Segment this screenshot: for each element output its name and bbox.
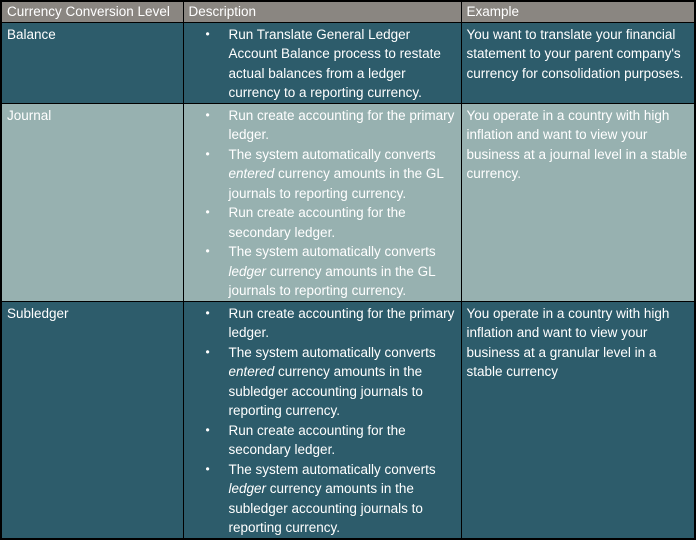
header-row xyxy=(1,1,695,22)
italic-text-segment: ledger xyxy=(228,263,267,279)
text-segment: The system automatically converts xyxy=(228,461,436,477)
example-cell: You operate in a country with high inflation and want to view your business at a journal level in a stable currency. xyxy=(461,103,695,301)
text-segment: currency amounts in the GL journals to reporting currency. xyxy=(228,166,444,201)
text-segment: currency amounts in the GL journals to reporting currency. xyxy=(228,263,436,298)
italic-text-segment: ledger xyxy=(228,481,267,496)
bullet-icon: • xyxy=(205,107,210,122)
text-segment: Run create accounting for the primary ledger. xyxy=(228,107,455,142)
header-description: Description xyxy=(183,1,461,22)
level-cell: Subledger xyxy=(1,301,183,539)
bullet-list xyxy=(184,25,457,103)
text-segment: Run create accounting for the secondary ledger. xyxy=(228,422,406,457)
italic-text-segment: entered xyxy=(228,364,275,379)
bullet-item xyxy=(184,203,457,242)
bullet-list xyxy=(184,304,457,538)
text-segment: Run create accounting for the primary ledger. xyxy=(228,305,455,340)
bullet-item xyxy=(184,25,457,103)
text-segment: Run Translate General Ledger Account Balance process to restate actual balances from a ledger currency to a reporting currency. xyxy=(228,26,441,100)
bullet-item xyxy=(184,304,457,343)
bullet-item xyxy=(184,106,457,145)
bullet-icon: • xyxy=(205,305,210,320)
bullet-item xyxy=(184,145,457,204)
text-segment: currency amounts in the subledger accounting journals to reporting currency. xyxy=(228,364,423,418)
level-cell: Journal xyxy=(1,103,183,301)
header-example: Example xyxy=(461,1,695,22)
bullet-item xyxy=(184,343,457,421)
bullet-list xyxy=(184,106,457,301)
bullet-icon: • xyxy=(205,146,210,161)
header-currency-conversion-level: Currency Conversion Level xyxy=(1,1,183,22)
table-row-balance xyxy=(1,22,695,103)
bullet-item xyxy=(184,460,457,538)
bullet-icon: • xyxy=(205,422,210,437)
bullet-icon: • xyxy=(205,461,210,476)
bullet-item xyxy=(184,421,457,460)
text-segment: Run create accounting for the secondary ledger. xyxy=(228,205,406,240)
text-segment: The system automatically converts xyxy=(228,146,436,162)
bullet-item xyxy=(184,242,457,301)
table-body xyxy=(1,22,695,539)
table-row-journal xyxy=(1,103,695,301)
description-cell xyxy=(183,103,461,301)
example-cell: You operate in a country with high inflation and want to view your business at a granular level in a stable currency xyxy=(461,301,695,539)
bullet-icon: • xyxy=(205,244,210,258)
table-row-subledger xyxy=(1,301,695,539)
bullet-icon: • xyxy=(205,205,210,219)
description-cell xyxy=(183,22,461,103)
level-cell: Balance xyxy=(1,22,183,103)
bullet-icon: • xyxy=(205,344,210,359)
example-cell: You want to translate your financial statement to your parent company's currency for consolidation purposes. xyxy=(461,22,695,103)
description-cell xyxy=(183,301,461,539)
table-header xyxy=(1,1,695,22)
bullet-icon: • xyxy=(205,26,210,41)
text-segment: currency amounts in the subledger accounting journals to reporting currency. xyxy=(228,481,423,535)
text-segment: The system automatically converts xyxy=(228,244,436,259)
italic-text-segment: entered xyxy=(228,166,275,181)
text-segment: The system automatically converts xyxy=(228,344,436,360)
